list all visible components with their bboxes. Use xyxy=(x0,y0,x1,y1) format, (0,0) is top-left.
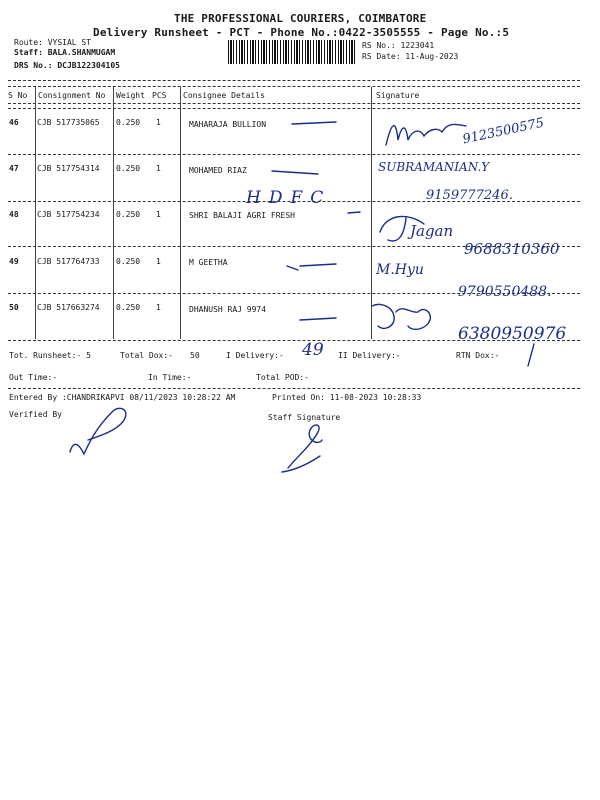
row-sno: 47 xyxy=(9,164,19,173)
row-consignment: CJB 517754234 xyxy=(37,210,100,219)
handwritten-phone: 9123500575 xyxy=(461,115,546,148)
row-consignment: CJB 517735065 xyxy=(37,118,100,127)
printed-on: Printed On: 11-08-2023 10:28:33 xyxy=(272,393,422,402)
staff-label: Staff: BALA.SHANMUGAM xyxy=(14,48,116,57)
ii-delivery-label: II Delivery:- xyxy=(338,351,401,360)
row-weight: 0.250 xyxy=(116,118,141,127)
divider xyxy=(8,388,580,389)
col-header-consignee: Consignee Details xyxy=(183,91,265,100)
row-pcs: 1 xyxy=(156,257,161,266)
handwritten-phone: 9159777246. xyxy=(426,188,513,203)
staff-signature-label: Staff Signature xyxy=(268,413,341,422)
handwritten-phone: 6380950976 xyxy=(458,324,567,344)
row-consignee: SHRI BALAJI AGRI FRESH xyxy=(189,211,295,220)
row-weight: 0.250 xyxy=(116,164,141,173)
row-pcs: 1 xyxy=(156,118,161,127)
i-delivery-label: I Delivery:- xyxy=(226,351,284,360)
tot-runsheet: Tot. Runsheet:- 5 xyxy=(9,351,91,360)
handwritten-name: Jagan xyxy=(410,222,454,240)
row-weight: 0.250 xyxy=(116,257,141,266)
rtn-dox-label: RTN Dox:- xyxy=(456,351,500,360)
total-dox-label: Total Dox:- xyxy=(120,351,173,360)
row-consignment: CJB 517754314 xyxy=(37,164,100,173)
row-sno: 46 xyxy=(9,118,19,127)
row-sno: 50 xyxy=(9,303,19,312)
rs-date: RS Date: 11-Aug-2023 xyxy=(362,52,459,61)
row-consignment: CJB 517764733 xyxy=(37,257,100,266)
row-consignee: MAHARAJA BULLION xyxy=(189,120,267,129)
out-time-label: Out Time:- xyxy=(9,373,58,382)
handwritten-note: HDFC xyxy=(246,188,332,208)
document-title: THE PROFESSIONAL COURIERS, COIMBATORE xyxy=(174,12,427,25)
i-delivery-value: 49 xyxy=(302,340,324,360)
rs-number: RS No.: 1223041 xyxy=(362,41,435,50)
col-header-sno: S No xyxy=(8,91,28,100)
row-consignee: M GEETHA xyxy=(189,258,228,267)
handwritten-phone: 9790550488. xyxy=(458,284,552,300)
row-pcs: 1 xyxy=(156,210,161,219)
col-header-consignment: Consignment No xyxy=(38,91,106,100)
handwritten-name: M.Hyu xyxy=(376,262,424,278)
col-header-pcs: PCS xyxy=(152,91,167,100)
in-time-label: In Time:- xyxy=(148,373,192,382)
row-consignee: DHANUSH RAJ 9974 xyxy=(189,305,267,314)
verified-by-label: Verified By xyxy=(9,410,62,419)
document-subtitle: Delivery Runsheet - PCT - Phone No.:0422-3505555 - Page No.:5 xyxy=(93,26,510,39)
row-pcs: 1 xyxy=(156,164,161,173)
handwritten-name: SUBRAMANIAN.Y xyxy=(378,160,490,174)
total-pod-label: Total POD:- xyxy=(256,373,309,382)
row-consignment: CJB 517663274 xyxy=(37,303,100,312)
row-pcs: 1 xyxy=(156,303,161,312)
drs-number: DRS No.: DCJB122304105 xyxy=(14,61,120,70)
route-label: Route: VYSIAL ST xyxy=(14,38,92,47)
handwritten-phone: 9688310360 xyxy=(464,240,560,258)
entered-by: Entered By :CHANDRIKAPVI 08/11/2023 10:28:22 AM xyxy=(9,393,236,402)
row-sno: 49 xyxy=(9,257,19,266)
total-dox-value: 50 xyxy=(190,351,200,360)
row-consignee: MOHAMED RIAZ xyxy=(189,166,247,175)
row-weight: 0.250 xyxy=(116,210,141,219)
row-weight: 0.250 xyxy=(116,303,141,312)
col-header-weight: Weight xyxy=(116,91,145,100)
col-header-signature: Signature xyxy=(376,91,420,100)
row-sno: 48 xyxy=(9,210,19,219)
